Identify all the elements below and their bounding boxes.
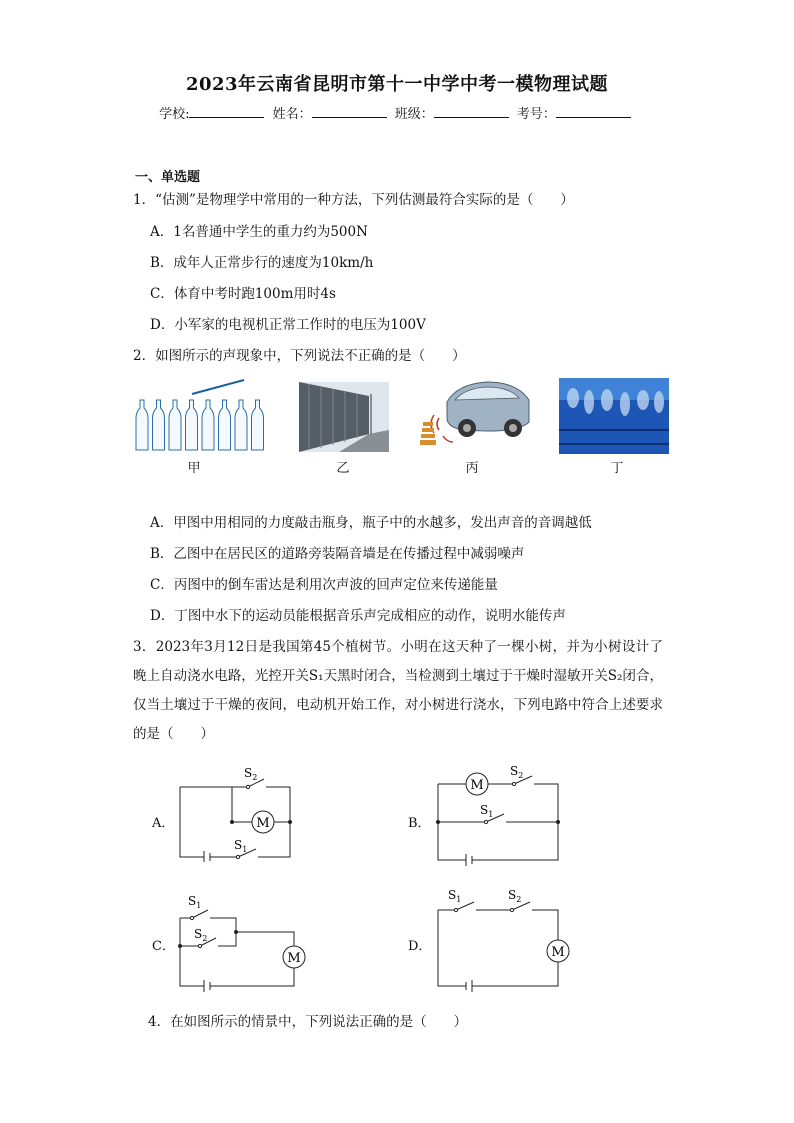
circuit-d-motor: M (551, 945, 565, 960)
q1-option-b: B．成年人正常步行的速度为10km/h (150, 255, 374, 271)
q4-stem: 4．在如图所示的情景中，下列说法正确的是（ ） (148, 1014, 468, 1030)
circuit-a-motor: M (256, 816, 270, 831)
svg-text:S1: $S_1$ (480, 803, 494, 819)
svg-text:S1: $S_1$ (234, 838, 248, 854)
svg-text:S2: $S_2$ (510, 764, 524, 780)
circuit-b-label: B． (408, 816, 431, 831)
page-title: 2023年云南省昆明市第十一中学中考一模物理试题 (185, 74, 609, 95)
bottle (202, 400, 214, 450)
bottle (219, 400, 231, 450)
q1-option-a: A．1名普通中学生的重力约为500N (150, 224, 368, 240)
class-label: 班级： (394, 107, 434, 122)
circuit-c-diagram (170, 890, 310, 1000)
bottle (235, 400, 247, 450)
school-blank[interactable] (189, 105, 264, 118)
bottle (252, 400, 264, 450)
caption-ding: 丁 (610, 461, 624, 476)
bottle (153, 400, 165, 450)
q1-option-d: D．小军家的电视机正常工作时的电压为100V (150, 317, 426, 333)
underwater-swimmers-photo (559, 378, 669, 454)
q1-option-c: C．体育中考时跑100m用时4s (150, 286, 336, 302)
svg-text:S1: $S_1$ (448, 888, 462, 904)
svg-text:S2: $S_2$ (244, 766, 258, 782)
svg-text:S2: $S_2$ (194, 927, 208, 943)
q1-stem: 1．“估测”是物理学中常用的一种方法，下列估测最符合实际的是（ ） (133, 192, 574, 208)
class-blank[interactable] (434, 105, 509, 118)
svg-text:S2: $S_2$ (508, 888, 522, 904)
caption-yi: 乙 (336, 461, 350, 476)
circuit-a-diagram (170, 762, 300, 862)
caption-bing: 丙 (465, 461, 479, 476)
circuit-a-label: A． (152, 816, 175, 831)
circuit-d-diagram (428, 886, 578, 1000)
id-label: 考号： (516, 107, 556, 122)
section-title: 一、单选题 (135, 170, 201, 185)
id-blank[interactable] (556, 105, 631, 118)
q2-option-a: A．甲图中用相同的力度敲击瓶身，瓶子中的水越多，发出声音的音调越低 (150, 515, 592, 531)
school-label: 学校: (159, 107, 190, 122)
reversing-radar-figure (417, 378, 533, 452)
student-info-line (0, 103, 794, 122)
sound-barrier-photo (299, 382, 389, 452)
circuit-c-motor: M (287, 951, 301, 966)
q2-option-b: B．乙图中在居民区的道路旁装隔音墙是在传播过程中减弱噪声 (150, 546, 525, 562)
bottle (186, 400, 198, 450)
q2-option-c: C．丙图中的倒车雷达是利用次声波的回声定位来传递能量 (150, 577, 498, 593)
svg-text:S1: $S_1$ (188, 894, 202, 910)
bottle (169, 400, 181, 450)
caption-jia: 甲 (187, 461, 201, 476)
circuit-b-diagram (428, 762, 568, 866)
q3-stem: 3．2023年3月12日是我国第45个植树节。小明在这天种了一棵小树，并为小树设计了晚上自动浇水电路，光控开关S₁天黑时闭合，当检测到土壤过于干燥时湿敏开关S₂闭合，仅当土壤过于干燥的夜间，电动机开始工作，对小树进行浇水，下列电路中符合上述要求的是（ ） (133, 639, 663, 742)
q2-stem: 2．如图所示的声现象中，下列说法不正确的是（ ） (133, 348, 466, 364)
bottle (136, 400, 148, 450)
name-label: 姓名： (272, 107, 312, 122)
bottles-figure (132, 378, 270, 454)
q2-option-d: D．丁图中水下的运动员能根据音乐声完成相应的动作，说明水能传声 (150, 608, 566, 624)
circuit-c-label: C． (152, 939, 175, 954)
circuit-d-label: D． (408, 939, 432, 954)
circuit-b-motor: M (470, 778, 484, 793)
name-blank[interactable] (312, 105, 387, 118)
